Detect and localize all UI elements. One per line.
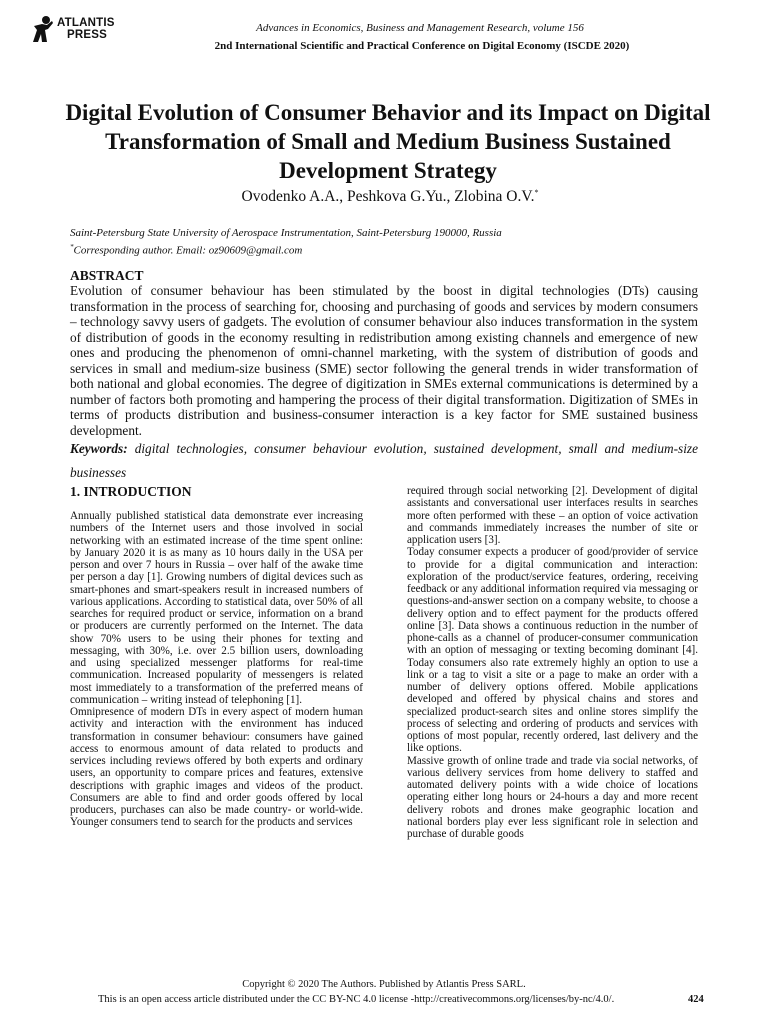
right-column [407,485,698,840]
intro-paragraph: Omnipresence of modern DTs in every aspect of modern human activity and interaction with the environment has induced transformation in consumer behaviour: consumers have gained access to enormous amount of data related to products and services including reviews offered by both experts and ordinary users, an opportunity to compare prices and features, extensive descriptions with graphic images and videos of the product. Consumers are able to find and order goods offered by local producers, purchases can also be made country- or world-wide. Younger consumers tend to search for the products and services [70,706,363,829]
logo-line-1: ATLANTIS [57,17,115,29]
page-number: 424 [688,994,704,1005]
intro-paragraph: required through social networking [2]. Development of digital assistants and conversational user interfaces results in searches more often performed with these – an option of voice activation and commands immediately increases the number of site or application users [3]. [407,485,698,546]
license-notice: This is an open access article distributed under the CC BY-NC 4.0 license -http://creativecommons.org/licenses/by-nc/4.0/. [98,994,615,1005]
series-title: Advances in Economics, Business and Management Research, volume 156 [256,22,584,34]
corresponding-author [70,240,502,258]
conference-title: 2nd International Scientific and Practical Conference on Digital Economy (ISCDE 2020) [214,40,630,52]
intro-paragraph: Massive growth of online trade and trade via social networks, of various delivery services from home delivery to staffed and automated delivery points with a wide choice of locations operating either long hours or 24-hours a day and more recent delivery robots and drones make geographic location and national borders play ever less significant role in selection and purchase of durable goods [407,754,698,840]
publisher-logo [30,13,120,45]
corresponding-mark: * [534,188,539,197]
affiliation-block [70,226,502,258]
left-column [70,510,363,829]
corresponding-mark-affil: * [70,243,74,251]
copyright-notice: Copyright © 2020 The Authors. Published by Atlantis Press SARL. [242,979,526,990]
paper-title: Digital Evolution of Consumer Behavior and its Impact on Digital Transformation of Small and Medium Business Sustained Development Strategy [65,100,711,183]
author-list [140,188,640,206]
atlantis-figure-icon [30,15,54,43]
section-heading-introduction: 1. INTRODUCTION [70,484,192,499]
intro-paragraph: Annually published statistical data demonstrate ever increasing numbers of the Internet users and those involved in social networking with an estimated increase of the time spent online: by January 2020 it is as many as 10 hours daily in the USA per person and over 7 hours in Russia – over half of the awake time per person a day [1]. Growing numbers of digital devices such as smart-phones and smart-speakers result in increased numbers of various applications. According to statistical data, over 50% of all searches for required product or service, information on a brand or producers are currently performed on the Internet. The data show 70% users to be using their phones for texting and messaging, with 30%, i.e. over 2.5 billion users, downloading and using specialized messenger platforms for real-time communication. Increased popularity of messengers is related most immediately to a transformation of the preferred means of communication – writing instead of telephoning [1]. [70,510,363,706]
keywords [70,437,698,485]
keywords-list: digital technologies, consumer behaviour evolution, sustained development, small and medium-size businesses [70,441,698,480]
logo-line-2: PRESS [67,29,107,41]
abstract-heading: ABSTRACT [70,268,144,283]
keywords-label: Keywords: [70,441,128,456]
abstract-text: Evolution of consumer behaviour has been stimulated by the boost in digital technologies (DTs) causing transformation in the process of searching for, choosing and purchasing of goods and services by modern consumers – technology savvy users of gadgets. The evolution of consumer behaviour also induces transformation in the system of distribution of goods in the economy resulting in redistribution among existing channels and emergence of new ones and producing the phenomenon of omni-channel marketing, with the system of distribution of goods and services in small and medium-size business (SME) sector following the general trends in wider transformation of both national and global economies. The degree of digitization in SMEs external communications is determined by a number of factors both promoting and hampering the process of their digital transformation. Digitization of SMEs in terms of products distribution and business-consumer interaction is a key factor for SME sustained business development. [70,283,698,438]
author-names: Ovodenko A.A., Peshkova G.Yu., Zlobina O.V. [241,188,535,206]
institution: Saint-Petersburg State University of Aerospace Instrumentation, Saint-Petersburg 190000, Russia [70,227,502,239]
corresponding-email: Corresponding author. Email: oz90609@gmail.com [73,244,303,257]
intro-paragraph: Today consumer expects a producer of good/provider of service to provide for a digital communication and interaction: exploration of the product/service features, ordering, receiving feedback or any additional information required via messaging or questions-and-answer section on a company website, to choose a delivery option and to effect payment for the products offered online [3]. Data shows a continuous reduction in the number of phone-calls as a channel of producer-consumer communication with an option of messaging or texting becoming dominant [4]. Today consumers also rate extremely highly an option to use a link or a tag to visit a site or a page to make an order with a number of delivery options offered. Mobile applications developed and offered by physical chains and stores and specialized product-search sites and online stores simplify the process of selecting and ordering of products and services with options of most popular, recently ordered, last delivery and the like options. [407,546,698,755]
